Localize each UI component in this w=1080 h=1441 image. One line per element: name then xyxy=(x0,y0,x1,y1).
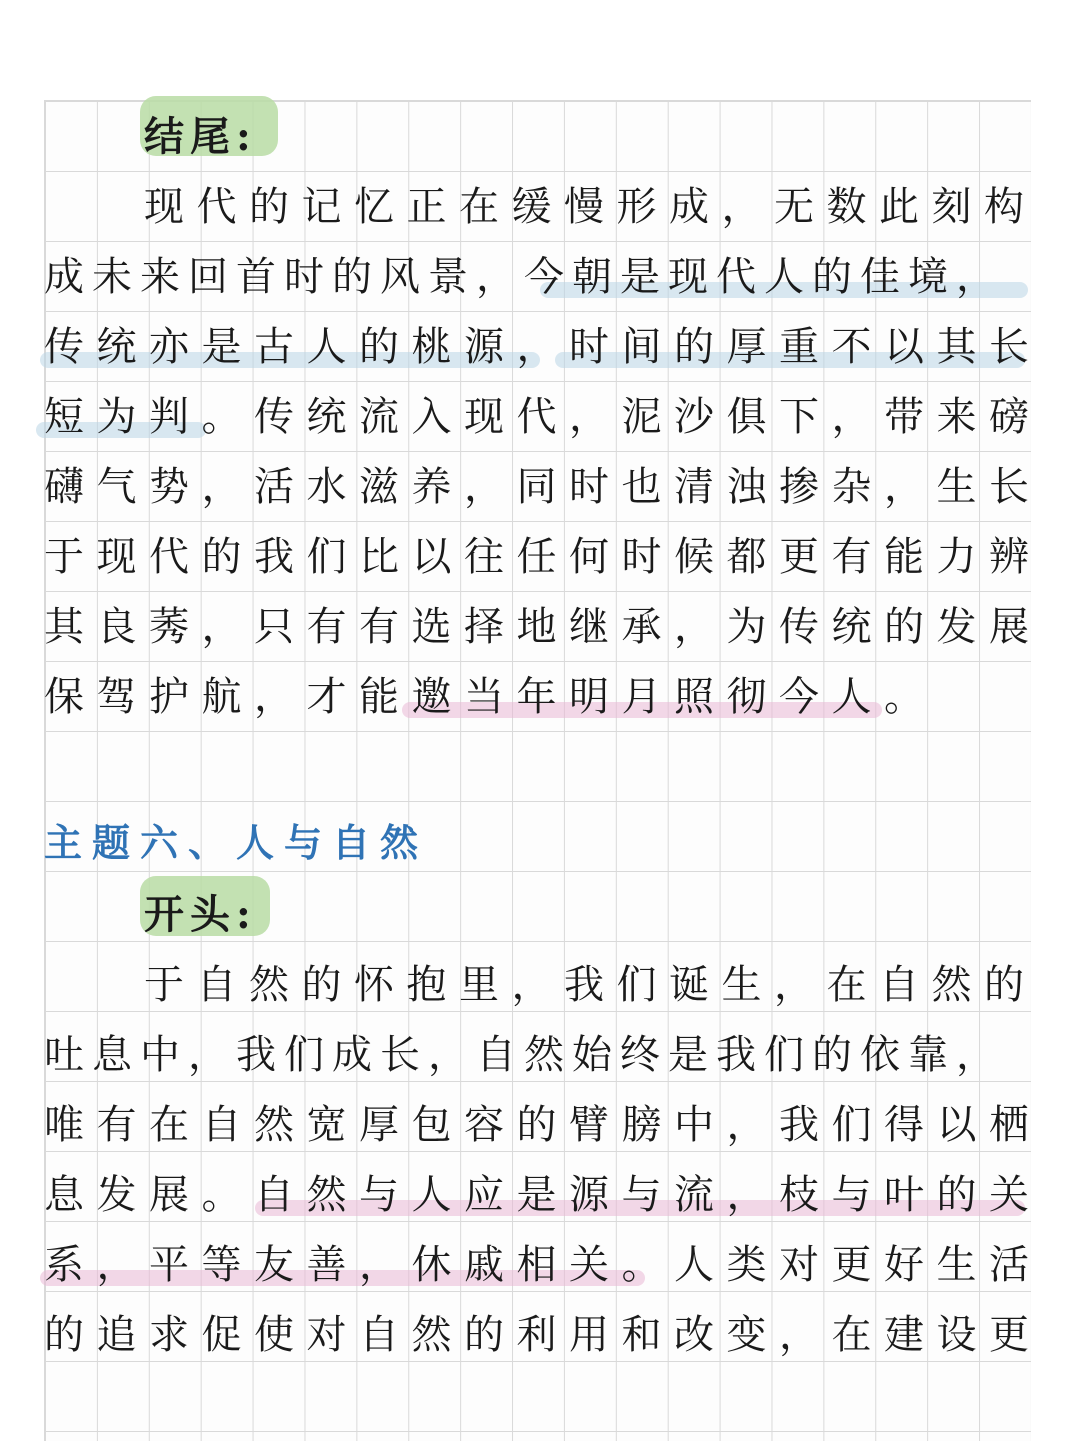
text-line: 其良莠，只有有选择地继承，为传统的发展 xyxy=(44,604,1042,650)
text-line: 于自然的怀抱里，我们诞生，在自然的 xyxy=(144,962,1037,1008)
section-label-opening: 开头: xyxy=(144,891,257,938)
text-line: 短为判。传统流入现代，泥沙俱下，带来磅 xyxy=(44,394,1042,440)
text-line: 系，平等友善，休戚相关。人类对更好生活 xyxy=(44,1242,1042,1288)
text-line: 的追求促使对自然的利用和改变，在建设更 xyxy=(44,1312,1042,1358)
theme-title: 主题六、人与自然 xyxy=(44,821,429,865)
text-line: 保驾护航，才能邀当年明月照彻今人。 xyxy=(44,674,937,720)
text-line: 成未来回首时的风景，今朝是现代人的佳境， xyxy=(44,254,1004,300)
section-label-ending: 结尾: xyxy=(144,113,257,160)
text-line: 于现代的我们比以往任何时候都更有能力辨 xyxy=(44,534,1042,580)
text-line: 吐息中，我们成长，自然始终是我们的依靠， xyxy=(44,1032,1004,1078)
text-line: 息发展。自然与人应是源与流，枝与叶的关 xyxy=(44,1172,1042,1218)
text-line: 现代的记忆正在缓慢形成，无数此刻构 xyxy=(144,184,1037,230)
text-line: 唯有在自然宽厚包容的臂膀中，我们得以栖 xyxy=(44,1102,1042,1148)
text-line: 传统亦是古人的桃源，时间的厚重不以其长 xyxy=(44,324,1042,370)
text-line: 礴气势，活水滋养，同时也清浊掺杂，生长 xyxy=(44,464,1042,510)
